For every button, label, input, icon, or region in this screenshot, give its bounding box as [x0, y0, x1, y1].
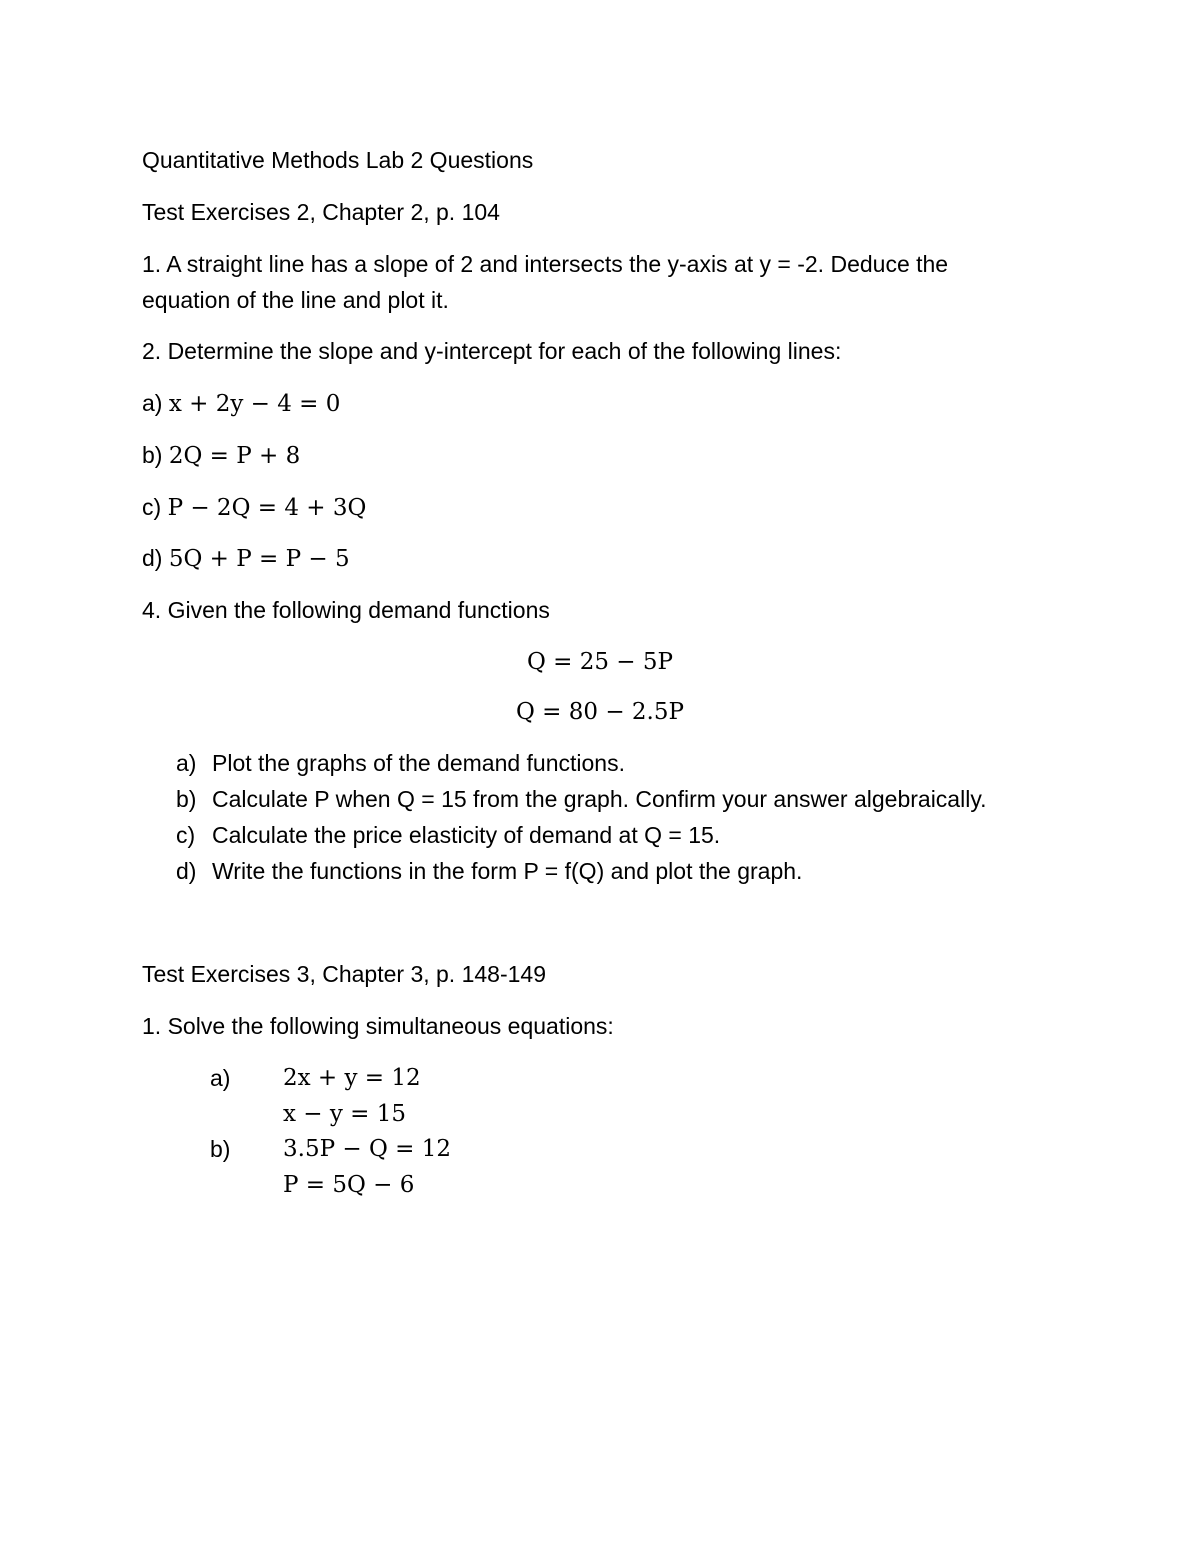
- section-heading-chapter-3: Test Exercises 3, Chapter 3, p. 148-149: [142, 961, 546, 987]
- question-2d: [142, 543, 350, 574]
- system-a-equation-1: 2x + y = 12: [283, 1065, 421, 1091]
- list-marker: d): [176, 858, 197, 884]
- item-label: d): [142, 545, 169, 571]
- simultaneous-question-intro: 1. Solve the following simultaneous equations:: [142, 1013, 614, 1039]
- question-4-intro: 4. Given the following demand functions: [142, 597, 550, 623]
- system-b-equation-2: P = 5Q − 6: [283, 1172, 415, 1198]
- equation: 2Q = P + 8: [168, 443, 301, 469]
- question-2c: [142, 492, 366, 523]
- list-marker: a): [176, 750, 197, 776]
- page-title: Quantitative Methods Lab 2 Questions: [142, 147, 534, 173]
- demand-function-2: Q = 80 − 2.5P: [516, 699, 684, 725]
- question-2b: [142, 440, 300, 471]
- item-label: b): [142, 442, 169, 468]
- question-4d: [176, 856, 802, 886]
- question-2a: [142, 388, 340, 419]
- question-1-line-1: 1. A straight line has a slope of 2 and intersects the y-axis at y = -2. Deduce the: [142, 251, 949, 277]
- list-text: Calculate the price elasticity of demand at Q = 15.: [212, 822, 721, 848]
- equation: 5Q + P = P − 5: [168, 546, 350, 572]
- system-b-equation-1: 3.5P − Q = 12: [283, 1136, 451, 1162]
- list-marker: b): [176, 786, 197, 812]
- system-b-label: b): [210, 1136, 231, 1162]
- system-a-label: a): [210, 1065, 231, 1091]
- list-text: Write the functions in the form P = f(Q) and plot the graph.: [212, 858, 803, 884]
- question-4a: [176, 748, 625, 778]
- question-4c: [176, 820, 720, 850]
- demand-function-1: Q = 25 − 5P: [526, 649, 674, 675]
- equation: P − 2Q = 4 + 3Q: [167, 495, 367, 521]
- list-text: Plot the graphs of the demand functions.: [212, 750, 625, 776]
- system-a-equation-2: x − y = 15: [283, 1101, 407, 1127]
- question-1-line-2: equation of the line and plot it.: [142, 287, 449, 313]
- list-marker: c): [176, 822, 196, 848]
- question-4b: [176, 784, 987, 814]
- item-label: c): [142, 494, 168, 520]
- item-label: a): [142, 390, 169, 416]
- section-heading-chapter-2: Test Exercises 2, Chapter 2, p. 104: [142, 199, 500, 225]
- list-text: Calculate P when Q = 15 from the graph. Confirm your answer algebraically.: [212, 786, 987, 812]
- question-2-intro: 2. Determine the slope and y-intercept for each of the following lines:: [142, 338, 842, 364]
- equation: x + 2y − 4 = 0: [168, 391, 341, 417]
